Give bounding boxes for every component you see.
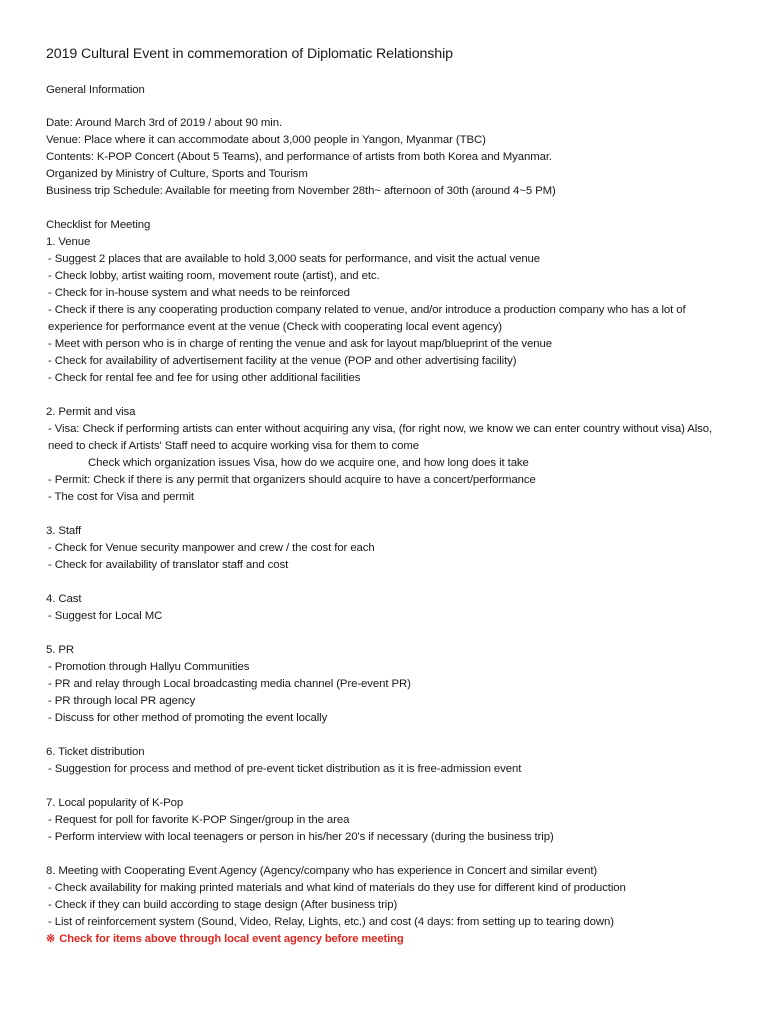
list-item: - Check if there is any cooperating production company related to venue, and/or introduce a production company who has a lot of experience for performance event at the venue (Check with cooperating local event agency) [48,304,686,333]
section-event-agency [46,863,736,948]
list-item: - Discuss for other method of promoting the event locally [48,712,328,724]
section-heading: 6. Ticket distribution [46,746,145,758]
list-item: - Check for Venue security manpower and crew / the cost for each [48,542,375,554]
section-ticket-distribution [46,744,736,778]
section-heading: 2. Permit and visa [46,406,136,418]
list-item: Check which organization issues Visa, how do we acquire one, and how long does it take [88,457,529,469]
list-item: - Promotion through Hallyu Communities [48,661,250,673]
list-item: - List of reinforcement system (Sound, Video, Relay, Lights, etc.) and cost (4 days: from setting up to tearing down) [48,916,614,928]
list-item: - Visa: Check if performing artists can enter without acquiring any visa, (for right now, we know we can enter country without visa) Also, need to check if Artists' Staff need to acquire working visa for them to come [48,423,713,452]
list-item: - PR through local PR agency [48,695,196,707]
section-cast [46,591,736,625]
list-item: - Perform interview with local teenagers or person in his/her 20's if necessary (during the business trip) [48,831,554,843]
section-heading: 5. PR [46,644,74,656]
reference-mark-icon: ※ [46,933,56,945]
note-text: Check for items above through local event agency before meeting [59,933,404,945]
list-item: - Suggestion for process and method of pre-event ticket distribution as it is free-admission event [48,763,522,775]
general-schedule: Business trip Schedule: Available for meeting from November 28th~ afternoon of 30th (around 4~5 PM) [46,185,556,197]
section-heading: 1. Venue [46,236,91,248]
list-item: - Check if they can build according to stage design (After business trip) [48,899,398,911]
list-item: - Suggest for Local MC [48,610,163,622]
section-staff [46,523,736,574]
section-permit-visa [46,404,736,506]
list-item: - Check for in-house system and what needs to be reinforced [48,287,350,299]
general-contents: Contents: K-POP Concert (About 5 Teams), and performance of artists from both Korea and Myanmar. [46,151,552,163]
list-item: - Meet with person who is in charge of renting the venue and ask for layout map/blueprint of the venue [48,338,552,350]
list-item: - The cost for Visa and permit [48,491,194,503]
document-page [46,44,736,948]
section-kpop-popularity [46,795,736,846]
section-pr [46,642,736,727]
red-note [46,931,736,948]
section-venue [46,234,736,387]
list-item: - Check for availability of translator staff and cost [48,559,289,571]
general-venue: Venue: Place where it can accommodate about 3,000 people in Yangon, Myanmar (TBC) [46,134,486,146]
checklist-heading: Checklist for Meeting [46,219,151,231]
list-item: - Check for rental fee and fee for using other additional facilities [48,372,361,384]
document-title: 2019 Cultural Event in commemoration of Diplomatic Relationship [46,46,453,62]
general-information-block [46,115,736,200]
section-heading: 8. Meeting with Cooperating Event Agency (Agency/company who has experience in Concert and similar event) [46,865,598,877]
section-heading: 7. Local popularity of K-Pop [46,797,184,809]
general-date: Date: Around March 3rd of 2019 / about 90 min. [46,117,283,129]
list-item: - Suggest 2 places that are available to hold 3,000 seats for performance, and visit the actual venue [48,253,541,265]
list-item: - PR and relay through Local broadcasting media channel (Pre-event PR) [48,678,411,690]
list-item: - Check availability for making printed materials and what kind of materials do they use for different kind of production [48,882,626,894]
section-heading: 3. Staff [46,525,82,537]
general-information-heading: General Information [46,84,145,96]
list-item: - Permit: Check if there is any permit that organizers should acquire to have a concert/performance [48,474,536,486]
list-item: - Check for availability of advertisement facility at the venue (POP and other advertising facility) [48,355,517,367]
list-item: - Request for poll for favorite K-POP Singer/group in the area [48,814,350,826]
section-heading: 4. Cast [46,593,82,605]
list-item: - Check lobby, artist waiting room, movement route (artist), and etc. [48,270,380,282]
general-organizer: Organized by Ministry of Culture, Sports and Tourism [46,168,308,180]
